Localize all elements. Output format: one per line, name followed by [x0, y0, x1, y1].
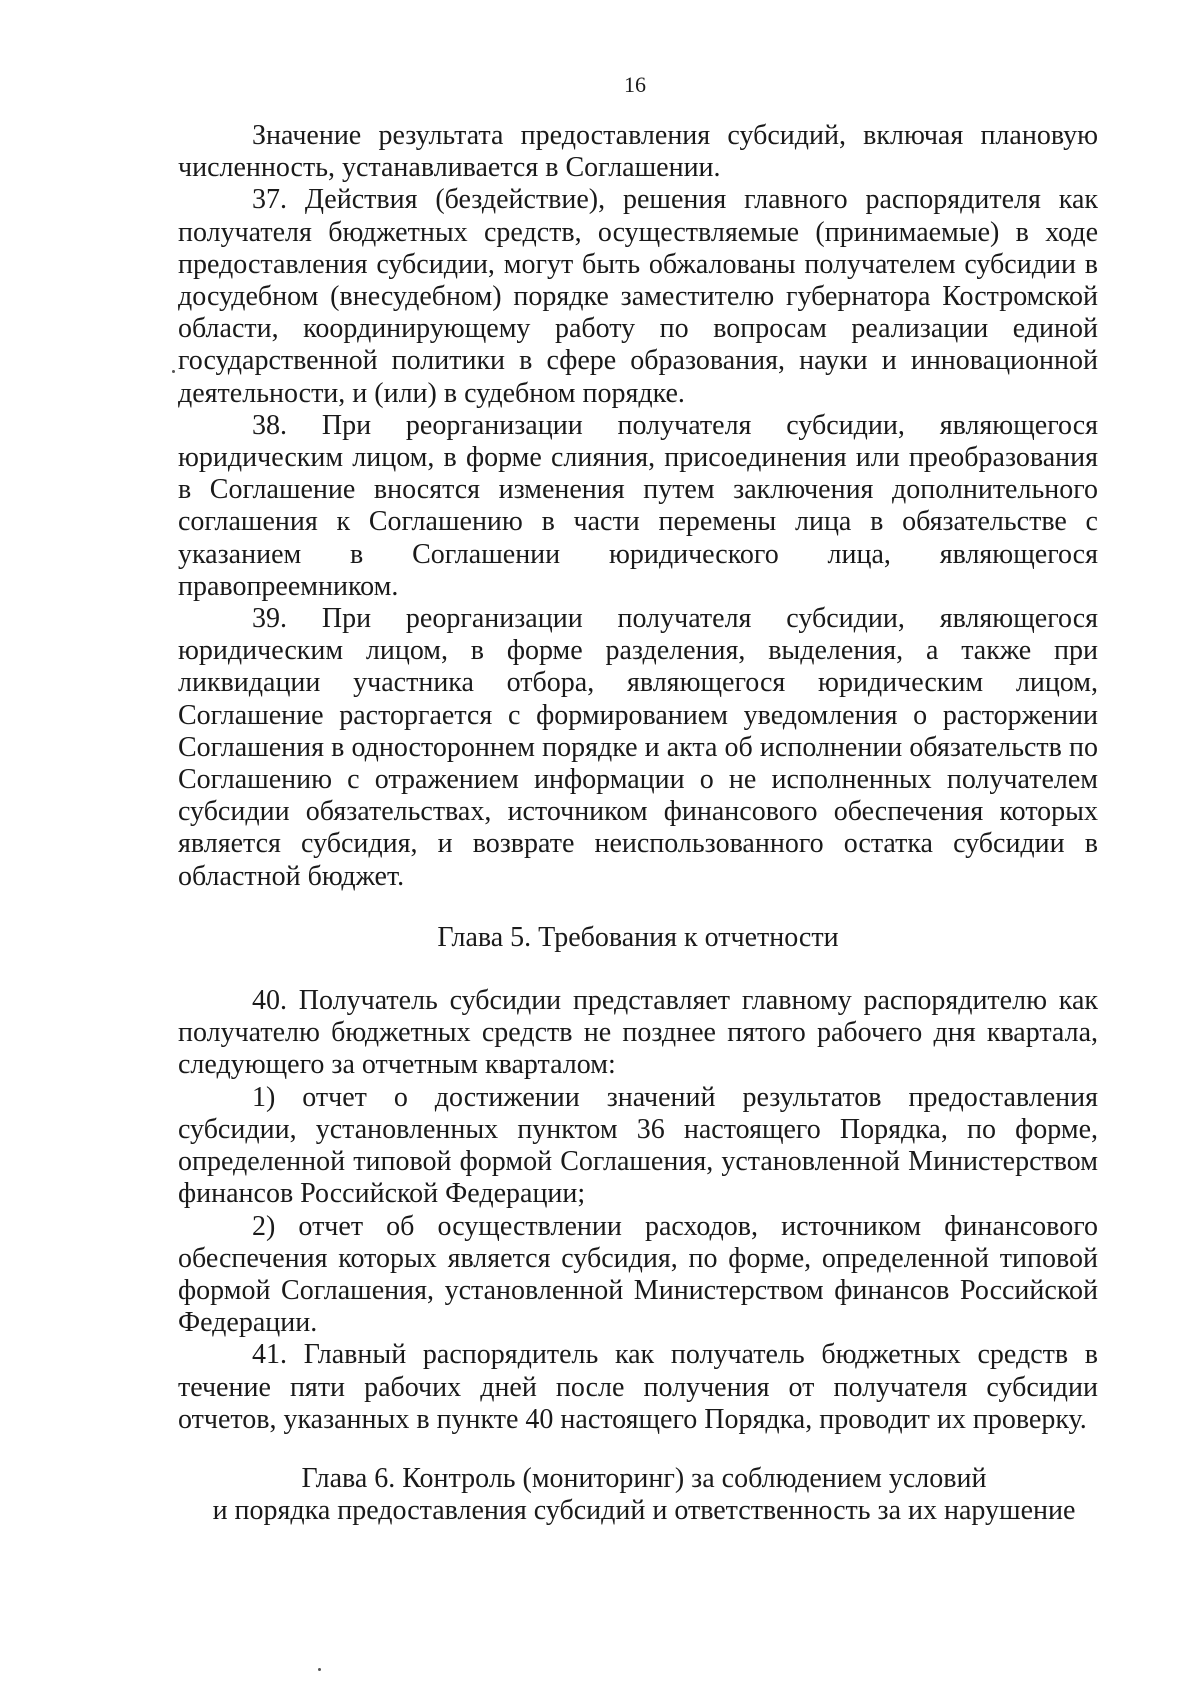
- scan-speck: [172, 370, 175, 373]
- paragraph-40: 40. Получатель субсидии представляет главному распорядителю как получателю бюджетных средств не позднее пятого рабочего дня квартала, следующего за отчетным кварталом:: [178, 985, 1098, 1081]
- paragraph-39: 39. При реорганизации получателя субсидии, являющегося юридическим лицом, в форме разделения, выделения, а также при ликвидации участника отбора, являющегося юридическим лицом, Соглашение расторгается с формированием уведомления о расторжении Соглашения в одностороннем порядке и акта об исполнении обязательств по Соглашению с отражением информации о не исполненных получателем субсидии обязательствах, источником финансового обеспечения которых является субсидия, и возврате неиспользованного остатка субсидии в областной бюджет.: [178, 603, 1098, 892]
- chapter-6-heading-line-2: и порядка предоставления субсидий и ответственность за их нарушение: [212, 1495, 1076, 1527]
- paragraph-37: 37. Действия (бездействие), решения главного распорядителя как получателя бюджетных средств, осуществляемые (принимаемые) в ходе предоставления субсидии, могут быть обжалованы получателем субсидии в досудебном (внесудебном) порядке заместителю губернатора Костромской области, координирующему работу по вопросам реализации единой государственной политики в сфере образования, науки и инновационной деятельности, и (или) в судебном порядке.: [178, 184, 1098, 409]
- paragraph-result-value: Значение результата предоставления субсидий, включая плановую численность, устанавливается в Соглашении.: [178, 120, 1098, 184]
- paragraph-40-item-1: 1) отчет о достижении значений результатов предоставления субсидии, установленных пунктом 36 настоящего Порядка, по форме, определенной типовой формой Соглашения, установленной Министерством финансов Российской Федерации;: [178, 1081, 1098, 1210]
- paragraph-41: 41. Главный распорядитель как получатель бюджетных средств в течение пяти рабочих дней после получения от получателя субсидии отчетов, указанных в пункте 40 настоящего Порядка, проводит их проверку.: [178, 1339, 1098, 1435]
- paragraph-38: 38. При реорганизации получателя субсидии, являющегося юридическим лицом, в форме слияния, присоединения или преобразования в Соглашение вносятся изменения путем заключения дополнительного соглашения к Соглашению в части перемены лица в обязательстве с указанием в Соглашении юридического лица, являющегося правопреемником.: [178, 409, 1098, 602]
- document-body: [178, 120, 1098, 1527]
- chapter-6-heading-line-1: Глава 6. Контроль (мониторинг) за соблюдением условий: [301, 1462, 987, 1494]
- chapter-5-heading: Глава 5. Требования к отчетности: [437, 921, 839, 953]
- scan-speck: [318, 1668, 321, 1671]
- page-number: 16: [624, 72, 646, 97]
- paragraph-40-item-2: 2) отчет об осуществлении расходов, источником финансового обеспечения которых является субсидия, по форме, определенной типовой формой Соглашения, установленной Министерством финансов Российской Федерации.: [178, 1210, 1098, 1339]
- chapter-6-heading: [170, 1463, 1118, 1527]
